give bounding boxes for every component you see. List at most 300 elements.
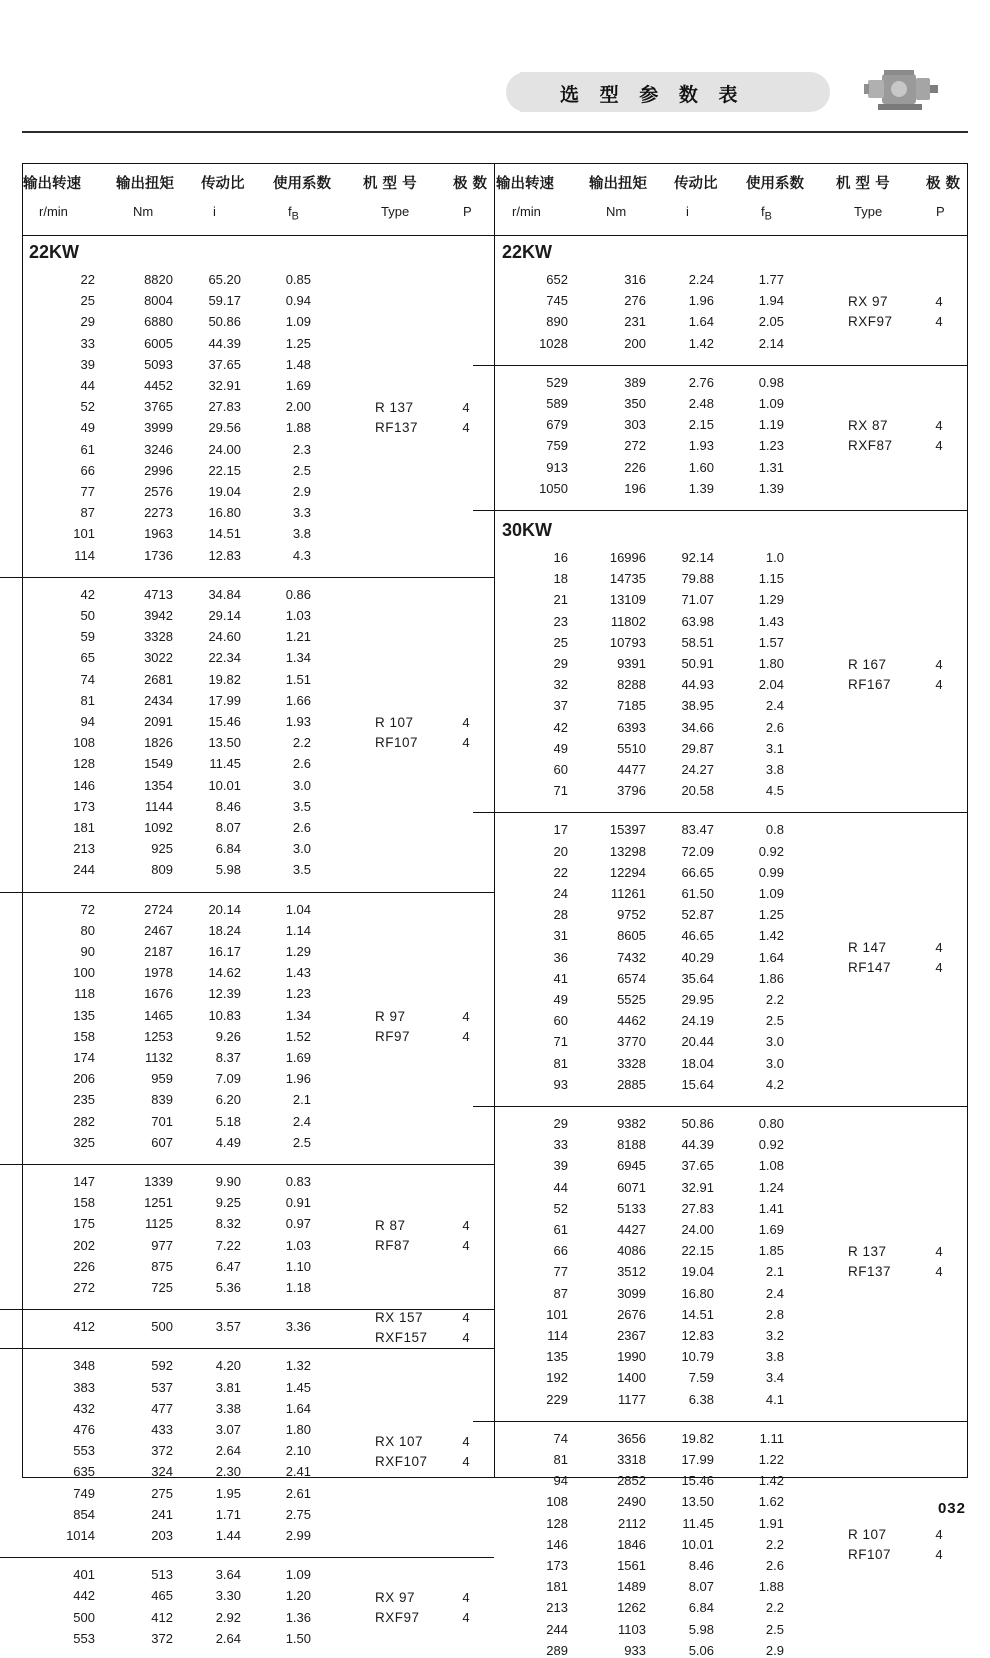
cell-poles: 4 [935,960,943,976]
cell-output-torque: 725 [151,1280,173,1295]
cell-service-factor: 1.69 [758,1222,784,1237]
cell-poles: 4 [462,1309,470,1325]
cell-ratio: 44.93 [681,677,714,693]
cell-output-speed: 108 [73,735,95,751]
cell-output-speed: 28 [553,907,568,923]
cell-service-factor: 1.18 [285,1280,311,1295]
cell-service-factor: 1.39 [758,480,784,496]
cell-service-factor: 2.3 [292,441,311,457]
cell-poles: 4 [462,1217,470,1233]
cell-ratio: 24.27 [681,762,714,777]
group-divider [0,577,494,578]
cell-output-speed: 71 [553,783,568,799]
cell-output-torque: 8004 [144,293,173,309]
cell-output-speed: 244 [73,862,95,878]
cell-service-factor: 3.5 [292,862,311,878]
cell-output-torque: 10793 [609,634,646,650]
cell-ratio: 2.64 [215,1443,241,1459]
cell-output-torque: 2112 [618,1515,646,1531]
cell-output-speed: 29 [80,314,95,330]
cell-ratio: 11.45 [209,756,241,772]
cell-service-factor: 1.80 [758,656,784,671]
cell-output-speed: 52 [80,399,95,415]
cell-service-factor: 0.91 [285,1195,311,1211]
cell-output-speed: 412 [73,1319,95,1335]
cell-ratio: 3.57 [215,1319,241,1335]
cell-service-factor: 2.1 [292,1092,311,1108]
cell-output-torque: 11802 [610,613,646,629]
cell-poles: 4 [462,1433,470,1449]
cell-output-speed: 854 [73,1506,95,1522]
cell-service-factor: 1.77 [758,272,784,287]
cell-ratio: 4.20 [215,1358,241,1374]
cell-service-factor: 0.83 [285,1174,311,1189]
cell-service-factor: 0.92 [758,843,784,859]
cell-service-factor: 1.09 [285,1567,311,1583]
cell-model-type: RXF107 [375,1453,428,1469]
cell-output-speed: 745 [546,293,568,309]
cell-ratio: 29.56 [208,420,241,436]
cell-output-speed: 16 [553,550,568,565]
cell-service-factor: 1.21 [285,629,311,645]
cell-ratio: 5.06 [688,1642,714,1658]
cell-service-factor: 0.94 [285,293,311,309]
cell-service-factor: 1.36 [285,1609,311,1625]
cell-output-speed: 37 [553,698,568,714]
cell-ratio: 12.39 [208,986,241,1002]
cell-output-torque: 4427 [617,1222,646,1237]
cell-model-type: RF137 [375,420,419,436]
cell-model-type: RX 87 [848,418,889,434]
cell-model-type: RF87 [375,1237,411,1253]
cell-output-speed: 66 [80,462,95,478]
cell-output-torque: 933 [624,1642,646,1658]
cell-ratio: 5.36 [215,1280,241,1295]
cell-output-torque: 959 [151,1071,173,1087]
cell-output-speed: 202 [73,1237,95,1253]
cell-ratio: 83.47 [681,822,714,838]
cell-ratio: 44.39 [208,335,241,351]
cell-ratio: 8.46 [688,1558,714,1573]
cell-output-torque: 3656 [617,1430,646,1446]
cell-output-torque: 500 [151,1319,173,1335]
cell-output-speed: 77 [80,484,95,499]
col-subheader-5: P [463,204,472,219]
cell-output-torque: 433 [151,1422,173,1437]
cell-poles: 4 [462,1237,470,1253]
cell-output-speed: 158 [73,1028,95,1044]
col-header-2: 传动比 [674,176,718,192]
cell-service-factor: 2.4 [765,1285,784,1301]
cell-service-factor: 1.42 [758,1473,784,1489]
cell-output-speed: 272 [73,1280,95,1295]
cell-ratio: 10.83 [208,1007,241,1023]
cell-ratio: 66.65 [681,864,714,880]
cell-ratio: 19.82 [681,1430,714,1446]
cell-poles: 4 [935,1547,943,1563]
cell-ratio: 15.46 [208,714,241,729]
cell-output-torque: 1736 [144,547,173,563]
cell-output-speed: 60 [553,1013,568,1029]
cell-output-torque: 5510 [617,740,646,756]
cell-output-speed: 94 [553,1473,568,1489]
cell-service-factor: 2.04 [758,677,784,693]
cell-ratio: 35.64 [681,970,714,986]
cell-output-speed: 749 [73,1485,95,1501]
group-divider [0,892,494,893]
cell-output-torque: 1251 [144,1195,173,1211]
cell-output-torque: 15397 [609,822,646,838]
cell-output-torque: 1846 [617,1536,646,1552]
cell-output-torque: 2885 [617,1076,646,1092]
col-subheader-4: Type [381,204,410,219]
cell-ratio: 7.59 [688,1370,714,1386]
cell-ratio: 9.26 [215,1028,241,1044]
cell-service-factor: 0.8 [765,822,784,838]
cell-output-speed: 61 [553,1222,568,1237]
cell-service-factor: 1.09 [285,314,311,330]
cell-ratio: 20.14 [208,901,241,917]
cell-service-factor: 1.31 [758,459,784,475]
cell-service-factor: 1.11 [759,1430,784,1446]
cell-output-speed: 108 [546,1494,568,1510]
cell-ratio: 50.86 [208,314,241,330]
cell-output-torque: 9391 [617,656,646,671]
cell-output-torque: 6005 [144,335,173,351]
cell-output-torque: 11261 [610,886,646,901]
cell-model-type: RX 157 [375,1309,424,1325]
group-divider [473,812,967,813]
cell-poles: 4 [462,1008,470,1024]
cell-service-factor: 2.5 [765,1013,784,1029]
cell-poles: 4 [935,677,943,693]
group-divider [473,1106,967,1107]
cell-output-torque: 13109 [609,592,646,608]
cell-output-torque: 231 [624,314,646,330]
cell-output-torque: 7432 [617,949,646,965]
cell-output-speed: 101 [73,526,95,542]
cell-ratio: 3.81 [215,1379,241,1395]
cell-output-torque: 226 [624,459,646,475]
cell-output-torque: 1125 [145,1216,173,1232]
cell-output-torque: 607 [151,1134,173,1150]
cell-output-speed: 146 [546,1536,568,1552]
cell-output-torque: 1400 [617,1370,646,1386]
cell-output-speed: 42 [553,719,568,735]
cell-ratio: 22.15 [208,462,241,478]
cell-output-speed: 31 [553,928,568,944]
cell-output-torque: 8605 [617,928,646,944]
cell-service-factor: 2.6 [765,719,784,735]
cell-service-factor: 3.0 [292,841,311,857]
cell-ratio: 59.17 [208,293,241,309]
cell-output-speed: 589 [546,396,568,411]
page-header [0,0,990,132]
cell-output-torque: 977 [151,1237,173,1253]
cell-ratio: 10.01 [681,1536,714,1552]
cell-service-factor: 3.36 [285,1319,311,1335]
cell-output-torque: 2996 [144,462,173,478]
cell-ratio: 38.95 [681,698,714,714]
cell-ratio: 29.87 [681,740,714,756]
cell-output-speed: 173 [73,798,95,814]
cell-output-torque: 6574 [617,970,646,986]
cell-model-type: RXF157 [375,1329,428,1345]
table-panel-left [23,164,494,1646]
cell-output-torque: 1676 [144,986,173,1002]
cell-model-type: R 137 [375,400,414,416]
cell-service-factor: 3.1 [765,740,784,756]
cell-poles: 4 [935,1264,943,1280]
cell-service-factor: 3.0 [765,1055,784,1071]
cell-output-speed: 44 [80,378,95,393]
cell-ratio: 3.30 [215,1588,241,1604]
cell-output-speed: 23 [553,613,568,629]
cell-service-factor: 1.23 [758,438,784,454]
cell-output-torque: 1561 [617,1558,646,1573]
cell-ratio: 8.07 [215,820,241,835]
cell-service-factor: 0.98 [758,374,784,390]
cell-ratio: 4.49 [215,1134,241,1150]
cell-output-torque: 2676 [617,1306,646,1322]
cell-poles: 4 [462,1609,470,1625]
cell-output-speed: 74 [80,671,95,687]
cell-ratio: 52.87 [681,907,714,923]
col-subheader-3: $f_B$ [288,204,299,223]
cell-output-speed: 87 [553,1285,568,1301]
cell-ratio: 16.80 [681,1285,714,1301]
cell-service-factor: 2.2 [292,735,311,751]
group-divider [0,1164,494,1165]
cell-output-torque: 12294 [609,864,646,880]
cell-output-speed: 401 [73,1567,95,1583]
cell-output-speed: 206 [73,1071,95,1087]
cell-output-torque: 7185 [617,698,646,714]
cell-output-speed: 679 [546,417,568,433]
cell-output-speed: 81 [553,1452,568,1467]
cell-service-factor: 1.19 [758,417,784,433]
cell-ratio: 3.38 [215,1400,241,1416]
cell-ratio: 3.07 [215,1422,241,1437]
cell-service-factor: 1.93 [285,714,311,729]
cell-poles: 4 [935,418,943,434]
cell-ratio: 2.24 [688,272,714,287]
cell-output-speed: 90 [80,944,95,959]
cell-service-factor: 4.3 [292,547,311,563]
cell-ratio: 58.51 [681,634,714,650]
cell-output-speed: 158 [73,1195,95,1211]
cell-service-factor: 1.96 [285,1071,311,1087]
cell-output-speed: 81 [80,692,95,708]
cell-output-torque: 14735 [609,571,646,587]
cell-service-factor: 2.2 [765,1536,784,1552]
cell-service-factor: 2.6 [292,820,311,835]
cell-output-speed: 383 [73,1379,95,1395]
cell-output-torque: 925 [151,841,173,857]
cell-output-torque: 4477 [617,762,646,777]
cell-output-speed: 42 [80,586,95,602]
cell-output-torque: 4452 [144,378,173,393]
cell-output-torque: 13298 [609,843,646,859]
cell-ratio: 6.38 [688,1391,714,1407]
cell-service-factor: 2.6 [765,1558,784,1573]
col-header-4: 机 型 号 [363,176,417,192]
cell-service-factor: 2.00 [285,399,311,415]
cell-model-type: R 167 [848,657,887,673]
cell-ratio: 34.66 [681,719,714,735]
cell-output-speed: 442 [73,1588,95,1604]
cell-output-speed: 22 [553,864,568,880]
cell-service-factor: 1.0 [765,550,784,565]
cell-service-factor: 4.1 [765,1391,784,1407]
cell-ratio: 9.90 [215,1174,241,1189]
cell-output-torque: 3770 [617,1034,646,1050]
col-subheader-5: P [936,204,945,219]
cell-output-torque: 241 [151,1506,173,1522]
cell-output-speed: 759 [546,438,568,454]
cell-model-type: R 107 [375,715,414,731]
cell-output-torque: 9382 [617,1116,646,1131]
cell-output-torque: 2273 [144,505,173,521]
cell-ratio: 71.07 [681,592,714,608]
cell-service-factor: 2.1 [765,1264,784,1280]
cell-ratio: 5.98 [688,1621,714,1637]
cell-output-torque: 2681 [144,671,173,687]
cell-ratio: 18.24 [208,922,241,938]
cell-service-factor: 1.66 [285,692,311,708]
cell-ratio: 32.91 [681,1179,714,1195]
group-divider [0,1348,494,1349]
cell-output-speed: 553 [73,1630,95,1646]
cell-output-torque: 1978 [144,965,173,981]
cell-service-factor: 1.22 [758,1452,784,1467]
cell-output-speed: 476 [73,1422,95,1437]
cell-output-torque: 592 [151,1358,173,1374]
cell-ratio: 16.17 [208,944,241,959]
cell-service-factor: 1.43 [758,613,784,629]
cell-ratio: 63.98 [681,613,714,629]
cell-ratio: 3.64 [215,1567,241,1583]
cell-ratio: 1.39 [688,480,714,496]
cell-ratio: 37.65 [681,1158,714,1174]
cell-model-type: RF107 [375,735,419,751]
cell-model-type: RX 107 [375,1433,424,1449]
cell-model-type: R 87 [375,1217,406,1233]
cell-output-torque: 2852 [617,1473,646,1489]
cell-output-speed: 118 [74,986,95,1002]
cell-ratio: 1.95 [215,1485,241,1501]
cell-output-speed: 1050 [539,480,568,496]
cell-model-type: R 147 [848,940,887,956]
cell-output-speed: 325 [73,1134,95,1150]
cell-service-factor: 1.45 [285,1379,311,1395]
cell-service-factor: 1.52 [285,1028,311,1044]
cell-output-torque: 3246 [144,441,173,457]
cell-output-speed: 72 [80,901,95,917]
cell-service-factor: 2.14 [758,335,784,351]
cell-output-speed: 60 [553,762,568,777]
cell-output-speed: 432 [73,1400,95,1416]
cell-output-torque: 1262 [617,1600,646,1616]
cell-output-torque: 2490 [617,1494,646,1510]
cell-output-speed: 500 [73,1609,95,1625]
cell-ratio: 72.09 [681,843,714,859]
cell-ratio: 8.07 [688,1579,714,1595]
cell-service-factor: 1.91 [758,1515,784,1531]
cell-service-factor: 1.23 [285,986,311,1002]
col-header-1: 输出扭矩 [589,176,647,192]
cell-service-factor: 3.2 [765,1328,784,1343]
cell-output-torque: 701 [151,1113,173,1129]
col-header-0: 输出转速 [23,176,81,192]
cell-service-factor: 1.88 [285,420,311,436]
cell-ratio: 92.14 [681,550,714,565]
cell-output-torque: 372 [151,1630,173,1646]
cell-service-factor: 1.64 [758,949,784,965]
cell-output-torque: 6945 [617,1158,646,1174]
cell-output-torque: 272 [624,438,646,454]
cell-output-torque: 1144 [145,798,173,814]
cell-service-factor: 2.4 [292,1113,311,1129]
power-rating-label: 30KW [502,520,553,540]
cell-output-torque: 412 [151,1609,173,1625]
cell-output-speed: 229 [546,1391,568,1407]
cell-output-torque: 203 [151,1528,173,1543]
cell-service-factor: 1.03 [285,1237,311,1253]
cell-ratio: 6.84 [215,841,241,857]
cell-output-speed: 244 [546,1621,568,1637]
cell-service-factor: 2.05 [758,314,784,330]
cell-output-speed: 181 [546,1579,568,1595]
cell-model-type: RF137 [848,1264,892,1280]
cell-output-torque: 9752 [617,907,646,923]
cell-poles: 4 [935,657,943,673]
cell-output-torque: 303 [624,417,646,433]
cell-service-factor: 1.04 [285,901,311,917]
cell-output-speed: 135 [546,1349,568,1365]
cell-output-torque: 1339 [144,1174,173,1189]
cell-output-torque: 5133 [617,1200,646,1216]
power-rating-label: 22KW [29,242,80,262]
cell-service-factor: 2.61 [285,1485,311,1501]
cell-output-speed: 235 [73,1092,95,1108]
cell-output-torque: 809 [151,862,173,878]
cell-service-factor: 1.41 [758,1200,784,1216]
cell-service-factor: 1.25 [758,907,784,923]
cell-service-factor: 1.03 [285,608,311,623]
cell-output-speed: 226 [73,1258,95,1274]
cell-service-factor: 1.34 [285,1007,311,1023]
cell-output-torque: 276 [624,293,646,309]
cell-service-factor: 1.88 [758,1579,784,1595]
cell-ratio: 14.51 [208,526,241,542]
cell-ratio: 11.45 [682,1515,714,1531]
cell-output-torque: 2576 [144,484,173,499]
cell-output-speed: 192 [546,1370,568,1386]
cell-model-type: RF97 [375,1028,411,1044]
cell-output-speed: 25 [553,634,568,650]
cell-service-factor: 1.64 [285,1400,311,1416]
cell-poles: 4 [935,1527,943,1543]
header-divider [22,131,968,133]
cell-ratio: 10.79 [681,1349,714,1365]
cell-service-factor: 1.85 [758,1243,784,1259]
cell-output-speed: 128 [546,1515,568,1531]
cell-output-speed: 94 [80,714,95,729]
cell-output-speed: 29 [553,656,568,671]
col-header-4: 机 型 号 [836,176,890,192]
cell-output-torque: 8288 [617,677,646,693]
